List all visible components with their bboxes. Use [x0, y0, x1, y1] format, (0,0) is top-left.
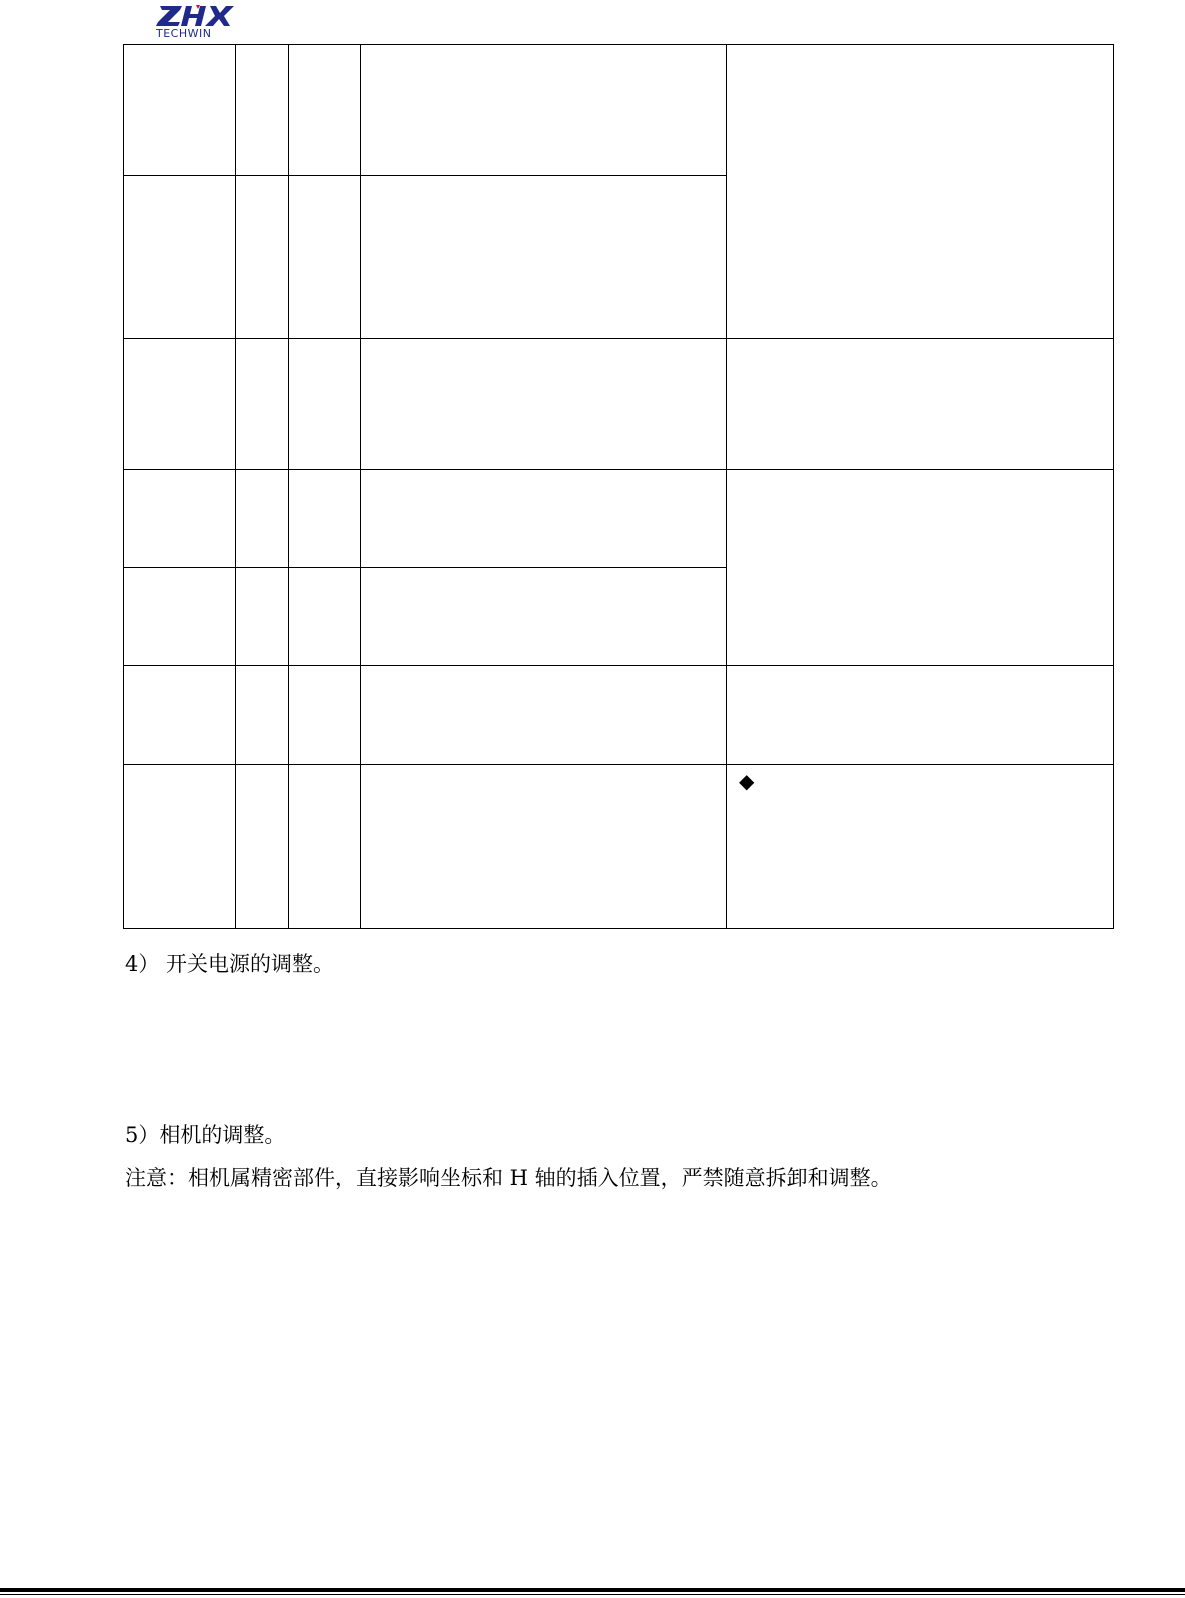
table-cell [236, 176, 289, 339]
table-row [124, 765, 1114, 929]
table-cell [289, 765, 361, 929]
zhx-logo-icon [156, 4, 236, 28]
table-cell [727, 666, 1114, 765]
table-row [124, 339, 1114, 470]
table-cell [361, 765, 727, 929]
table-cell [124, 765, 236, 929]
table-cell [727, 470, 1114, 666]
table-cell [289, 568, 361, 666]
table-cell [727, 765, 1114, 929]
table-cell [289, 339, 361, 470]
table-cell [727, 45, 1114, 339]
table-cell [236, 765, 289, 929]
table-cell [124, 568, 236, 666]
footer-divider-thin [0, 1594, 1185, 1595]
table-cell [236, 666, 289, 765]
table-row [124, 45, 1114, 176]
table-cell [236, 339, 289, 470]
table-cell [361, 339, 727, 470]
table-cell [236, 470, 289, 568]
table-cell [361, 176, 727, 339]
section-heading-camera: 5）相机的调整。 [125, 1123, 286, 1147]
bullet-diamond-icon: ◆ [739, 769, 755, 793]
spec-table [123, 44, 1114, 929]
company-logo [156, 4, 236, 42]
table-cell [124, 666, 236, 765]
table-cell [124, 339, 236, 470]
table-cell [236, 45, 289, 176]
footer-divider [0, 1588, 1185, 1592]
table-cell [124, 176, 236, 339]
table-row [124, 666, 1114, 765]
table-cell [236, 568, 289, 666]
logo-subtitle: TECHWIN [156, 27, 212, 40]
section-heading-power: 4） 开关电源的调整。 [125, 952, 335, 976]
table-cell [289, 666, 361, 765]
camera-note: 注意：相机属精密部件，直接影响坐标和 H 轴的插入位置，严禁随意拆卸和调整。 [125, 1166, 892, 1190]
table-cell [289, 470, 361, 568]
table-cell [124, 45, 236, 176]
table-cell [289, 176, 361, 339]
table-cell [361, 470, 727, 568]
table-row [124, 470, 1114, 568]
table-cell [124, 470, 236, 568]
table-cell [361, 666, 727, 765]
table-cell [361, 568, 727, 666]
table-cell [361, 45, 727, 176]
table-cell [727, 339, 1114, 470]
table-cell [289, 45, 361, 176]
